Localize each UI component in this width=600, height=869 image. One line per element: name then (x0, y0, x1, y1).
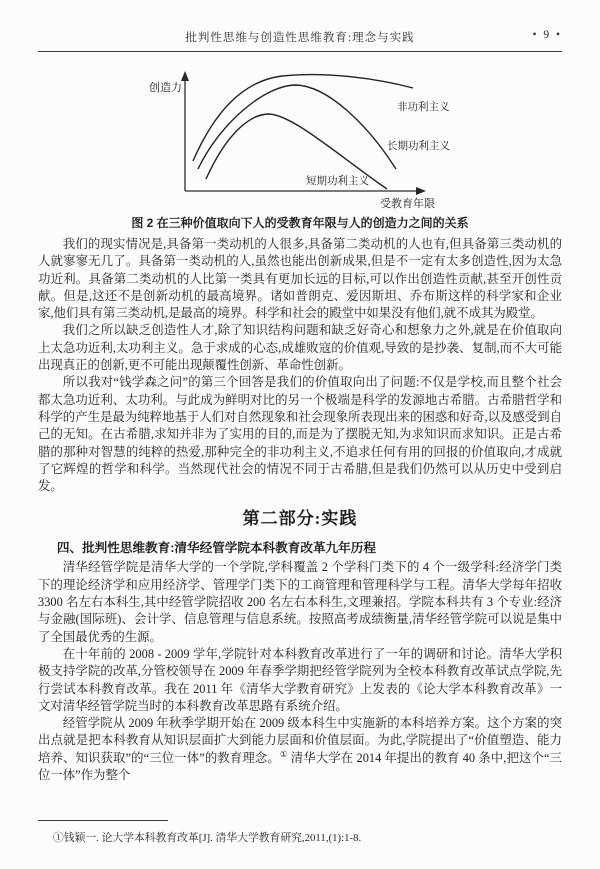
footnote-citation: ①钱颖一. 论大学本科教育改革[J]. 清华大学教育研究,2011,(1):1-8. (53, 832, 362, 844)
page-number: • 9 • (532, 29, 562, 41)
x-axis-arrow-icon (416, 187, 426, 195)
paragraph-4: 清华经管学院是清华大学的一个学院,学科覆盖 2 个学科门类下的 4 个一级学科:经济学门类下的理论经济学和应用经济学、管理学门类下的工商管理和管理科学与工程。清华大学每年招收 3300 名左右本科生,其中经管学院招收 200 名左右本科生,文理兼招。学院本科共有 3 个专业:经济与金融(国际班)、会计学、信息管理与信息系统。按照高考成绩衡量,清华经管学院可以说是集中了全国最优秀的生源。 (38, 560, 562, 644)
footnote-divider (38, 820, 168, 821)
series-label-non-utilitarianism: 非功利主义 (397, 101, 450, 113)
y-axis-label: 创造力 (149, 82, 182, 94)
header-rule (38, 51, 562, 52)
paragraph-6-text-post: 清华大学在 2014 年提出的教育 40 条中,把这个“三位一体”作为整个 (38, 750, 562, 783)
paragraph-5: 在十年前的 2008 - 2009 学年,学院针对本科教育改革进行了一年的调研和讨论。清华大学积极支持学院的改革,分管校领导在 2009 年春季学期把经管学院列为全校本科教育改革试点学院,先行尝试本科教育改革。我在 2011 年《清华大学教育研究》上发表的《论大学本科教育改革》一文对清华经管学院当时的本科教育改革思路有系统介绍。 (38, 646, 562, 713)
subsection-4-heading: 四、批判性思维教育:清华经管学院本科教育改革九年历程 (56, 541, 376, 556)
x-axis-label: 受教育年限 (380, 198, 435, 210)
y-axis-arrow-icon (181, 71, 189, 81)
page-header (38, 0, 562, 52)
paragraph-6-text-pre: 经管学院从 2009 年秋季学期开始在 2009 级本科生中实施新的本科培养方案。这个方案的突出点就是把本科教育从知识层面扩大到能力层面和价值层面。为此,学院提出了“价值塑造、能力培养、知识获取”的“三位一体”的教育理念。 (38, 716, 562, 765)
paragraph-3: 所以我对“钱学森之问”的第三个回答是我们的价值取向出了问题:不仅是学校,而且整个社会都太急功近利、太功利。与此成为鲜明对比的另一个极端是科学的发源地古希腊。古希腊哲学和科学的产生是最为纯粹地基于人们对自然现象和社会现象所表现出来的困惑和好奇,以及感受到自己的无知。在古希腊,求知并非为了实用的目的,而是为了摆脱无知,为求知识而求知识。正是古希腊的那种对智慧的纯粹的热爱,那种完全的非功利主义,不追求任何有用的回报的价值取向,才成就了它辉煌的哲学和科学。当然现代社会的情况不同于古希腊,但是我们仍然可以从历史中受到启发。 (38, 375, 562, 494)
curve-long-term-utilitarianism (198, 85, 396, 169)
body-text-part2 (38, 559, 562, 784)
paragraph-1: 我们的现实情况是,具备第一类动机的人很多,具备第二类动机的人也有,但具备第三类动机的人就寥寥无几了。具备第一类动机的人,虽然也能出创新成果,但是不一定有太多创造性,因为太急功近利。具备第二类动机的人比第一类具有更加长远的目标,可以作出创造性贡献,甚至开创性贡献。但是,这还不是创新动机的最高境界。诸如普朗克、爱因斯坦、乔布斯这样的科学家和企业家,他们具有第三类动机,是最高的境界。科学和社会的殿堂中如果没有他们,就不成其为殿堂。 (38, 237, 562, 321)
paragraph-6 (38, 715, 562, 784)
series-label-long-term: 长期功利主义 (387, 140, 450, 152)
figure-caption: 图 2 在三种价值取向下人的受教育年限与人的创造力之间的关系 (131, 216, 469, 230)
footnote-reference-mark: ① (279, 748, 288, 759)
footnote-area (38, 820, 562, 845)
series-label-short-term: 短期功利主义 (306, 175, 369, 187)
paragraph-2: 我们之所以缺乏创造性人才,除了知识结构问题和缺乏好奇心和想象力之外,就是在价值取向上太急功近利,太功利主义。急于求成的心态,成雄败寇的价值观,导致的是抄袭、复制,而不大可能出现真正的创新,更不可能出现颠覆性创新、革命性创新。 (38, 323, 562, 373)
curve-non-utilitarianism (193, 75, 413, 161)
section-2-title: 第二部分:实践 (242, 509, 358, 529)
figure-2-chart (38, 63, 562, 231)
body-text-part1 (38, 236, 562, 495)
creativity-education-curves-chart (130, 63, 470, 211)
running-head-title: 批判性思维与创造性思维教育:理念与实践 (185, 32, 415, 44)
